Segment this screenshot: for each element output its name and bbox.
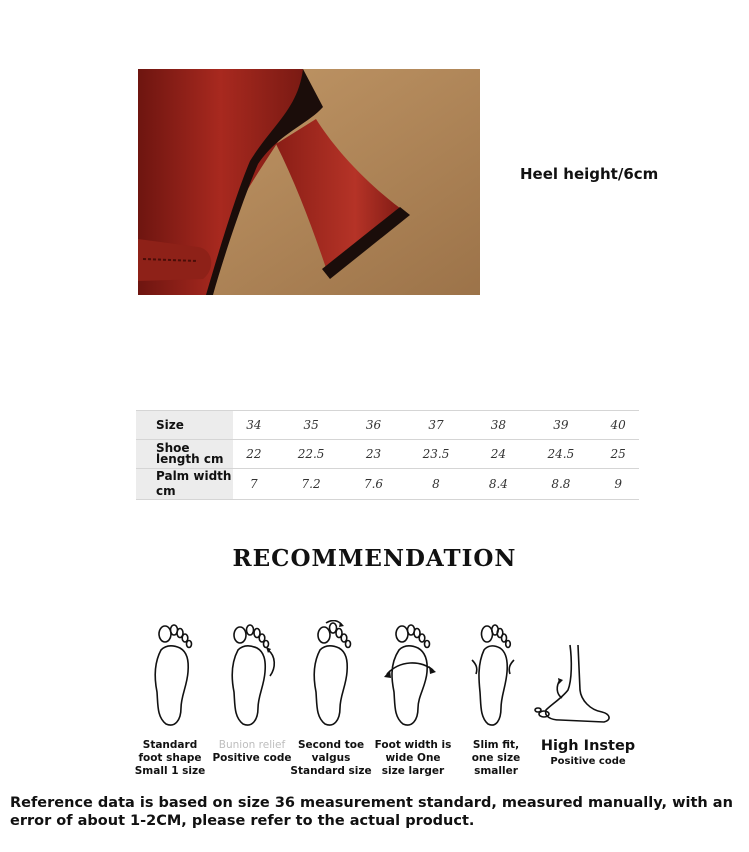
wide-foot-icon <box>382 620 438 732</box>
table-cell: 39 <box>524 411 597 440</box>
table-cell: 38 <box>472 411 524 440</box>
heel-height-label: Heel height/6cm <box>520 165 659 183</box>
table-cell: 22.5 <box>275 440 348 469</box>
row-header-palm-width: Palm width cm <box>136 469 233 500</box>
table-cell: 25 <box>597 440 639 469</box>
table-cell: 23.5 <box>400 440 473 469</box>
caption-high-instep <box>540 738 636 768</box>
row-header-size: Size <box>136 411 233 440</box>
row-header-shoe-length: Shoe length cm <box>136 440 233 469</box>
caption-text: Foot width is wide One size larger <box>374 739 452 777</box>
caption-text: Standard foot shape Small 1 size <box>134 739 206 777</box>
caption-text: Second toe valgus <box>297 739 365 764</box>
table-cell: 7.2 <box>275 469 348 500</box>
slim-foot-icon <box>468 620 518 732</box>
table-row <box>136 440 639 469</box>
table-cell: 7.6 <box>348 469 400 500</box>
caption-standard-foot <box>130 739 210 778</box>
reference-note: Reference data is based on size 36 measurement standard, measured manually, with an error of about 1-2CM, please refer to the actual product. <box>10 795 733 829</box>
table-cell: 9 <box>597 469 639 500</box>
table-cell: 24.5 <box>524 440 597 469</box>
size-chart-table <box>136 410 639 500</box>
table-cell: 24 <box>472 440 524 469</box>
table-row <box>136 411 639 440</box>
second-toe-valgus-foot-icon <box>306 620 356 732</box>
table-cell: 37 <box>400 411 473 440</box>
caption-text: Positive code <box>550 756 626 767</box>
table-cell: 7 <box>233 469 275 500</box>
table-cell: 35 <box>275 411 348 440</box>
caption-bunion-relief <box>212 739 292 765</box>
table-cell: 40 <box>597 411 639 440</box>
table-cell: 34 <box>233 411 275 440</box>
table-row <box>136 469 639 500</box>
table-cell: 23 <box>348 440 400 469</box>
table-cell: 8.8 <box>524 469 597 500</box>
caption-wide-foot <box>374 739 452 778</box>
bunion-relief-foot-icon <box>224 620 280 732</box>
high-instep-foot-icon <box>532 620 614 732</box>
caption-slim-foot <box>463 739 529 778</box>
recommendation-title: RECOMMENDATION <box>232 545 517 572</box>
table-cell: 8.4 <box>472 469 524 500</box>
caption-text: Slim fit, one size smaller <box>471 739 521 777</box>
standard-foot-icon <box>147 620 197 732</box>
table-cell: 36 <box>348 411 400 440</box>
caption-text: Standard size <box>290 765 372 777</box>
product-heel-photo <box>138 69 480 295</box>
caption-second-toe-valgus <box>290 739 372 778</box>
caption-text: Positive code <box>212 752 292 764</box>
caption-title: High Instep <box>540 738 636 754</box>
table-cell: 8 <box>400 469 473 500</box>
caption-muted-text: Bunion relief <box>218 739 286 751</box>
table-cell: 22 <box>233 440 275 469</box>
